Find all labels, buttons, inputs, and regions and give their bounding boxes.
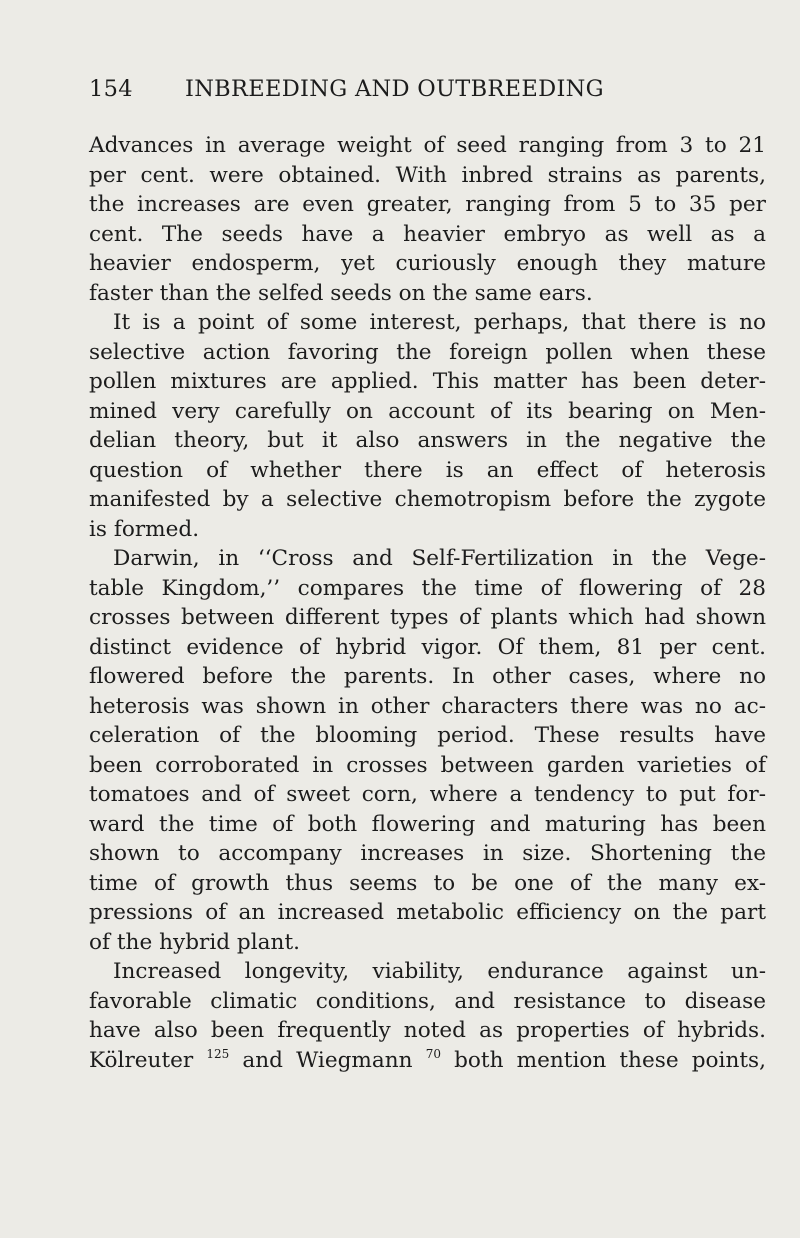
text-line: is formed.: [89, 516, 200, 542]
text-line: Advances in average weight of seed ranging from 3 to 21: [89, 133, 766, 158]
text-line: faster than the selfed seeds on the same ears.: [89, 280, 593, 306]
final-line-part1: Kölreuter: [89, 1047, 207, 1073]
text-line: selective action favoring the foreign pollen when these: [89, 339, 766, 365]
text-line: distinct evidence of hybrid vigor. Of them, 81 per cent.: [89, 634, 766, 660]
text-line: Darwin, in ‘‘Cross and Self-Fertilization in the Vege-: [113, 546, 766, 571]
text-line: mined very carefully on account of its bearing on Men-: [89, 398, 766, 424]
text-line: crosses between different types of plants which had shown: [89, 605, 766, 630]
text-line: the increases are even greater, ranging from 5 to 35 per: [89, 192, 766, 217]
text-line: tomatoes and of sweet corn, where a tendency to put for-: [89, 782, 766, 807]
text-line: per cent. were obtained. With inbred strains as parents,: [89, 162, 766, 188]
text-line: question of whether there is an effect of heterosis: [89, 457, 766, 483]
footnote-ref-70[interactable]: 70: [425, 1046, 441, 1061]
text-line: flowered before the parents. In other cases, where no: [89, 664, 766, 689]
text-line: cent. The seeds have a heavier embryo as well as a: [89, 221, 766, 247]
text-line: table Kingdom,’’ compares the time of flowering of 28: [89, 575, 766, 601]
footnote-ref-125[interactable]: 125: [206, 1046, 230, 1061]
body-text: [89, 131, 766, 1075]
text-line: Increased longevity, viability, endurance against un-: [113, 959, 766, 984]
text-line: pressions of an increased metabolic efficiency on the part: [89, 900, 766, 925]
text-line: heterosis was shown in other characters there was no ac-: [89, 693, 766, 719]
text-line: shown to accompany increases in size. Shortening the: [89, 841, 766, 866]
text-line: ward the time of both flowering and maturing has been: [89, 811, 766, 837]
text-line: favorable climatic conditions, and resistance to disease: [89, 988, 766, 1014]
text-line: pollen mixtures are applied. This matter has been deter-: [89, 369, 766, 394]
page-number: 154: [89, 76, 133, 102]
text-line: manifested by a selective chemotropism before the zygote: [89, 487, 766, 512]
running-title: INBREEDING AND OUTBREEDING: [185, 76, 604, 102]
text-line: have also been frequently noted as properties of hybrids.: [89, 1018, 766, 1043]
text-line-final: [89, 1046, 766, 1076]
text-line: time of growth thus seems to be one of the many ex-: [89, 870, 766, 896]
text-line: It is a point of some interest, perhaps, that there is no: [113, 310, 766, 335]
text-line: been corroborated in crosses between garden varieties of: [89, 752, 766, 778]
text-line: heavier endosperm, yet curiously enough they mature: [89, 251, 766, 276]
final-line-part2: and Wiegmann: [229, 1047, 426, 1073]
text-line: delian theory, but it also answers in the negative the: [89, 428, 766, 453]
text-line: of the hybrid plant.: [89, 929, 300, 955]
final-line-part3: both mention these points,: [440, 1047, 766, 1073]
text-line: celeration of the blooming period. These results have: [89, 723, 766, 748]
running-header: [89, 76, 729, 102]
